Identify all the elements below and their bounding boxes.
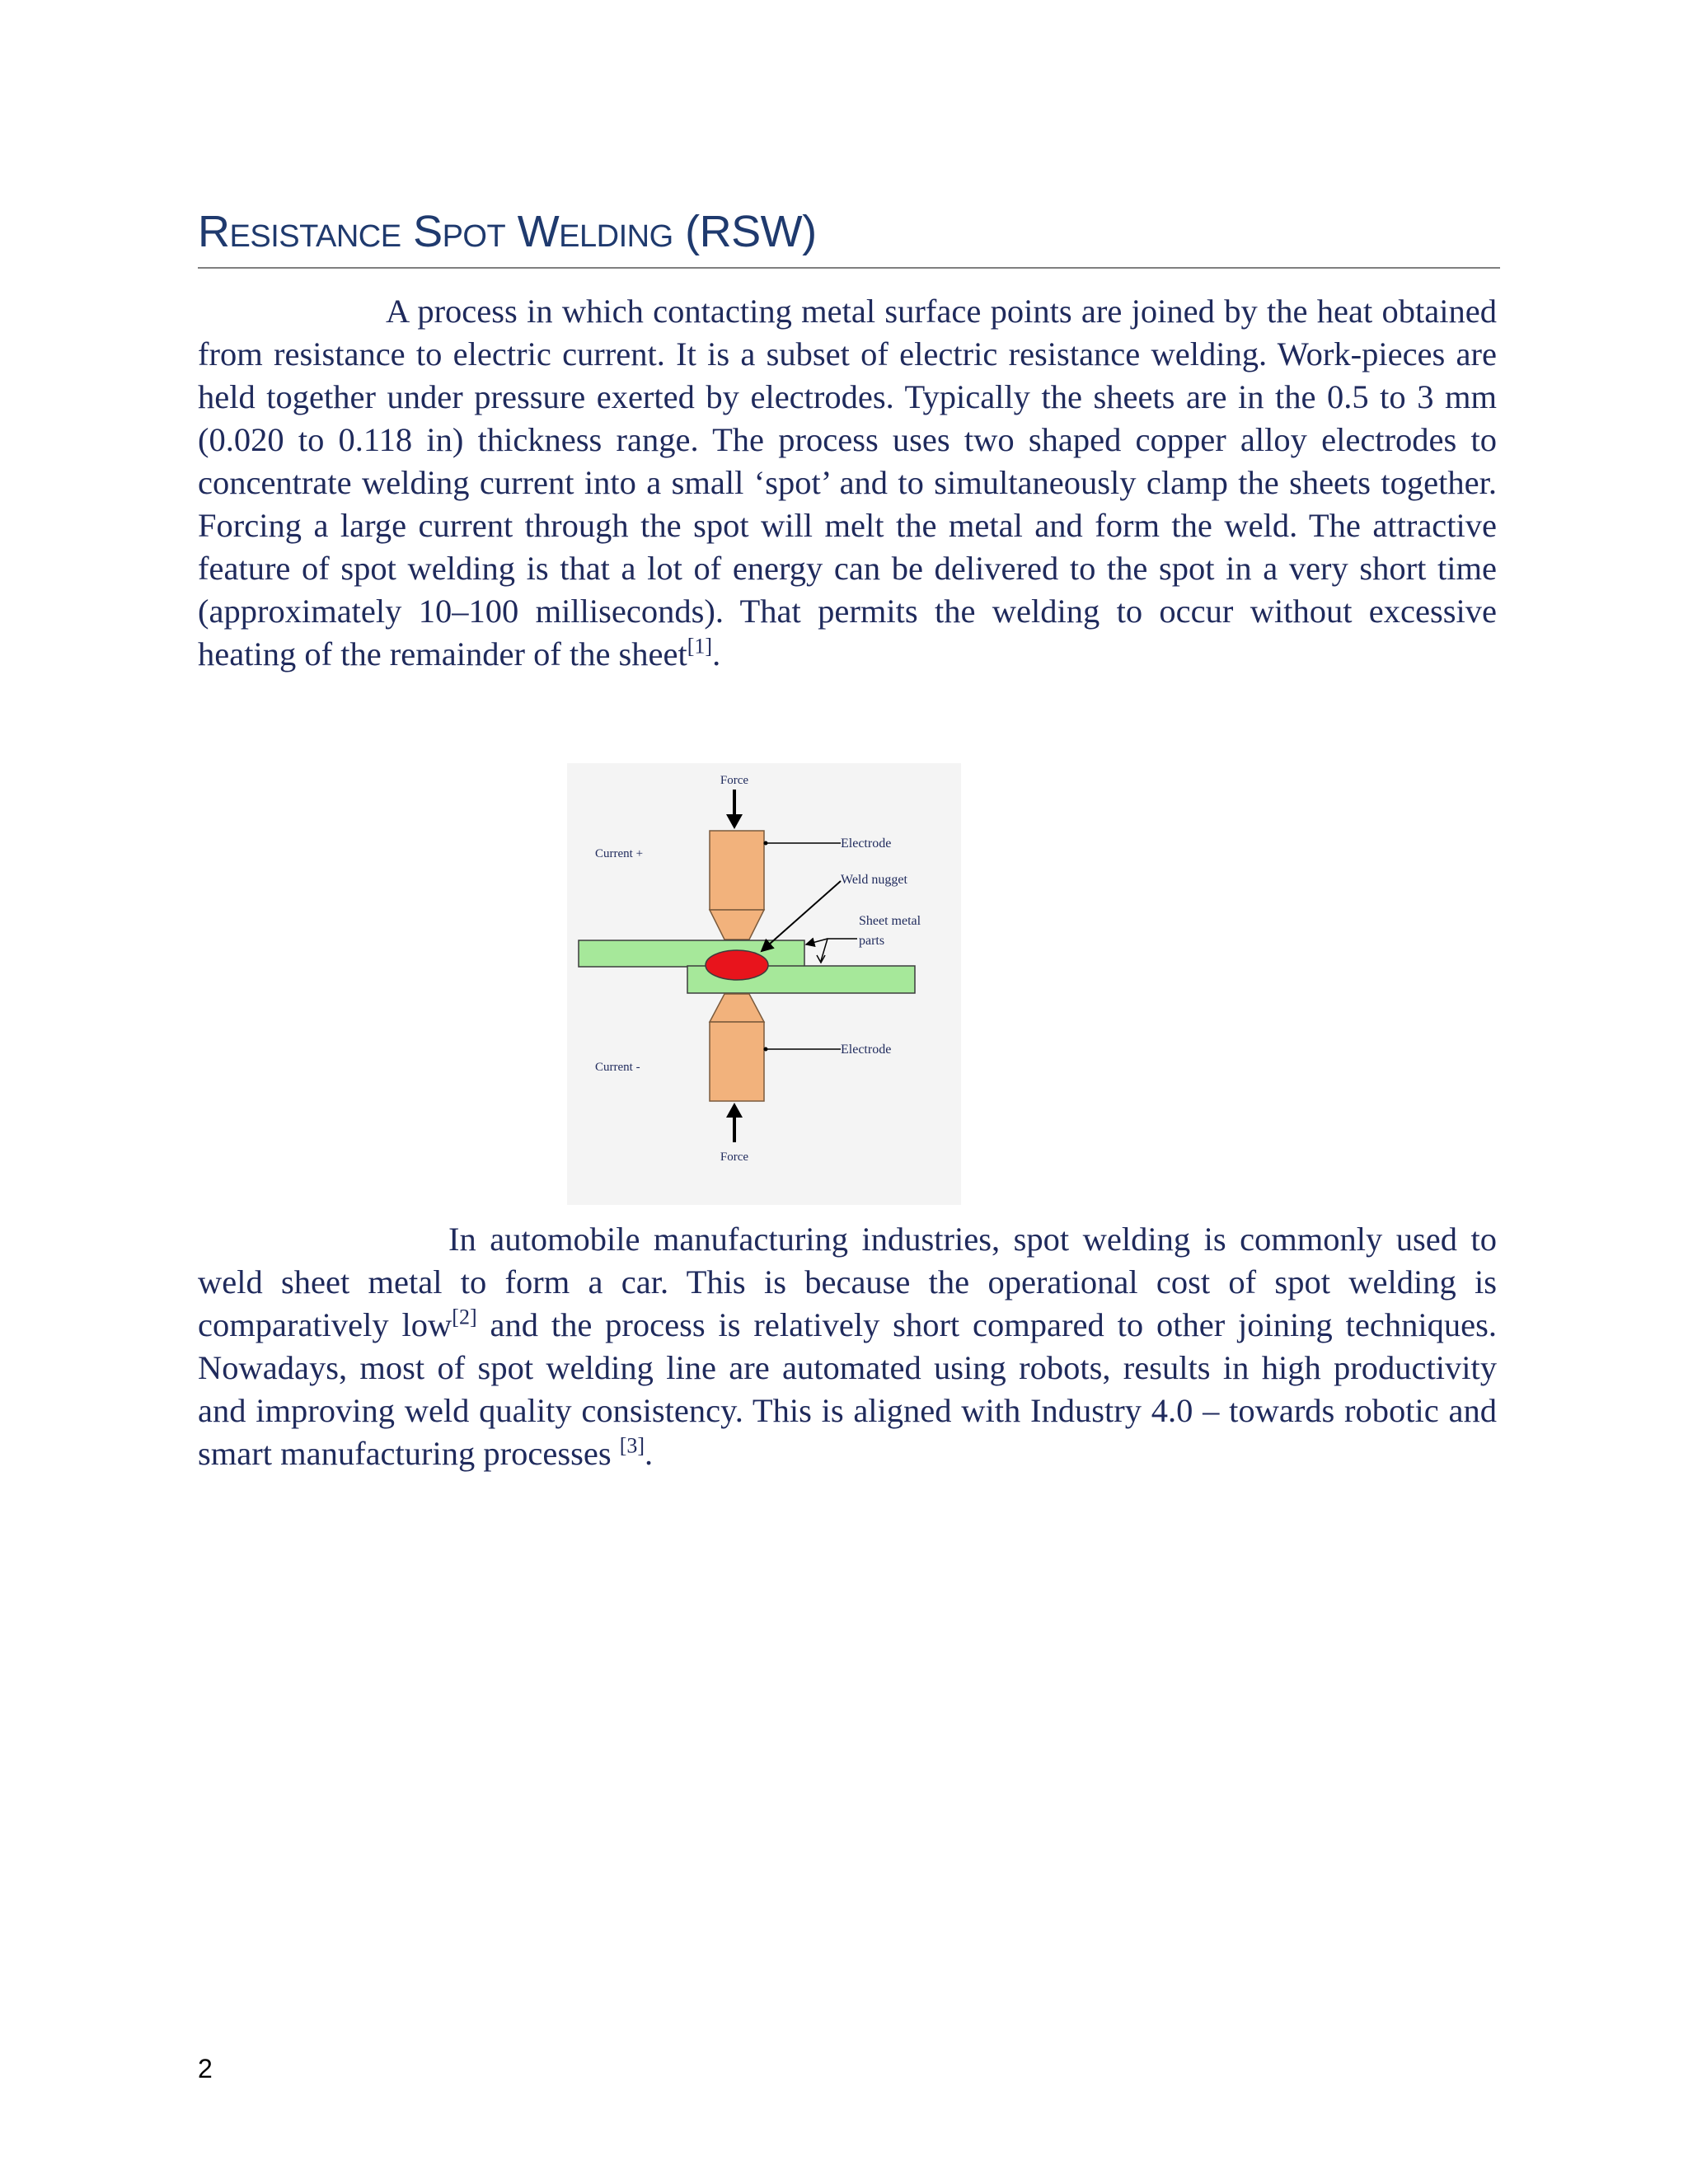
label-weld-nugget: Weld nugget (841, 873, 907, 887)
citation-1[interactable]: [1] (687, 634, 713, 658)
electrode-top-tip (710, 910, 764, 940)
label-current-plus: Current + (595, 847, 644, 860)
intro-paragraph (198, 290, 1497, 676)
automotive-paragraph (198, 1218, 1497, 1475)
page-number: 2 (198, 2054, 213, 2083)
label-sheet-metal-line1: Sheet metal (859, 914, 921, 928)
label-electrode-top: Electrode (841, 837, 892, 851)
spot-welding-diagram (567, 763, 961, 1205)
force-arrow-bottom (726, 1103, 743, 1142)
electrode-bottom (710, 1022, 764, 1101)
automotive-period: . (645, 1435, 654, 1472)
weld-nugget (706, 950, 768, 980)
intro-text: A process in which contacting metal surface points are joined by the heat obtained from resistance to electric current. It is a subset of electric resistance welding. Work-pieces are held together under pressure exerted by electrodes. Typically the sheets are in the 0.5 to 3 mm (0.020 to 0.118 in) thickness range. The process uses two shaped copper alloy electrodes to concentrate welding current into a small ‘spot’ and to simultaneously clamp the sheets together. Forcing a large current through the spot will melt the metal and form the weld. The attractive feature of spot welding is that a lot of energy can be delivered to the spot in a very short time (approximately 10–100 milliseconds). That permits the welding to occur without excessive heating of the remainder of the sheet (198, 293, 1497, 673)
electrode-top (710, 831, 764, 910)
citation-3[interactable]: [3] (619, 1433, 645, 1458)
citation-2[interactable]: [2] (452, 1305, 477, 1329)
force-arrow-top (726, 790, 743, 829)
label-current-minus: Current - (595, 1061, 640, 1074)
section-heading: Resistance Spot Welding (RSW) (198, 196, 1500, 269)
automotive-text-b: and the process is relatively short compared to other joining techniques. Nowadays, most of spot welding line are automated using robots, results in high productivity and improving weld quality consistency. This is aligned with Industry 4.0 – towards robotic and smart manufacturing processes (198, 1306, 1497, 1472)
label-sheet-metal-line2: parts (859, 934, 885, 948)
electrode-bottom-tip (710, 994, 764, 1022)
label-force-top: Force (720, 774, 749, 787)
intro-period: . (712, 635, 721, 673)
label-force-bottom: Force (720, 1151, 749, 1164)
label-electrode-bottom: Electrode (841, 1043, 892, 1057)
automotive-text-a: In automobile manufacturing industries, spot welding is commonly used to weld sheet metal to form a car. This is because the operational cost of spot welding is comparatively low (198, 1221, 1497, 1343)
sheet-metal-upper (579, 940, 804, 967)
